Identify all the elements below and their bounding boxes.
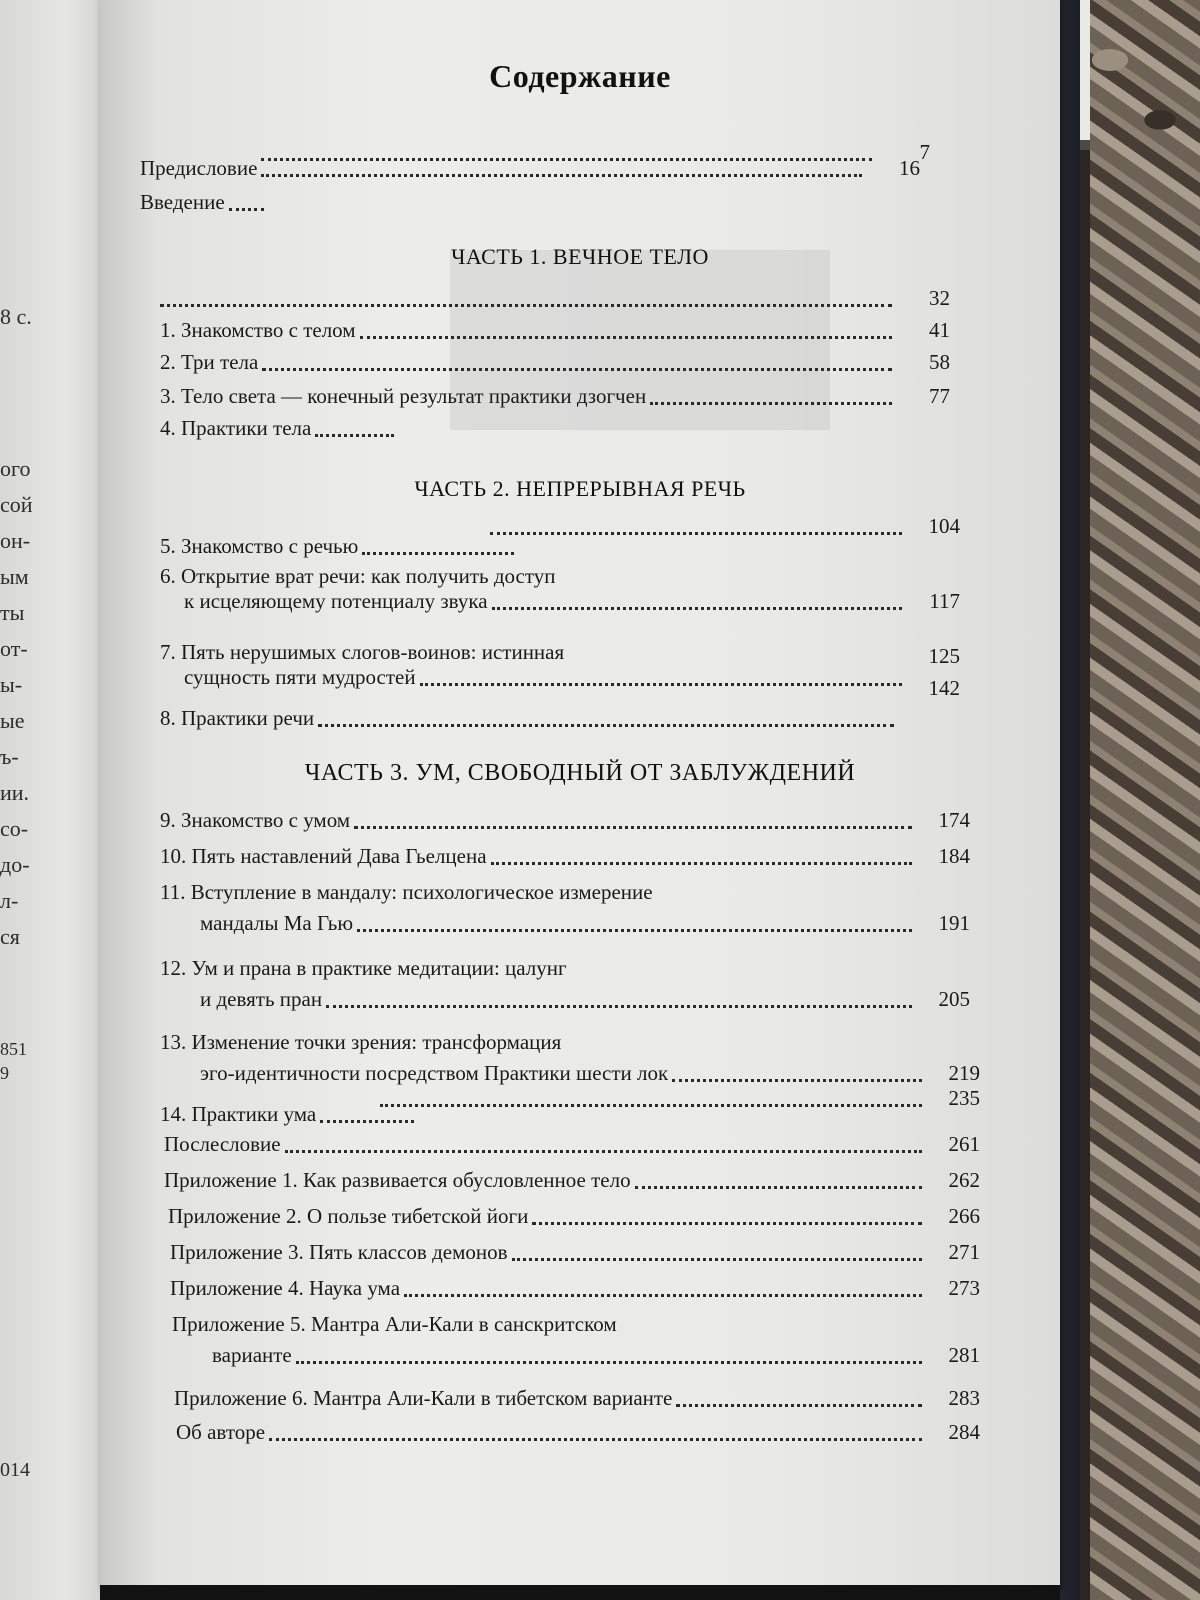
toc-entry	[168, 1204, 980, 1229]
toc-leader-dots	[318, 723, 894, 727]
left-page-fragment: 9	[0, 1063, 9, 1083]
part-heading: ЧАСТЬ 2. НЕПРЕРЫВНАЯ РЕЧЬ	[414, 476, 746, 501]
toc-entry	[160, 880, 970, 936]
toc-leader-dots	[404, 1293, 922, 1297]
toc-entry-label: 8. Практики речи	[160, 706, 315, 730]
toc-entry-label: 5. Знакомство с речью	[160, 534, 359, 558]
toc-entry-label: 4. Практики тела	[160, 416, 312, 440]
toc-entry	[160, 318, 950, 343]
toc-leader-dots	[261, 173, 862, 177]
toc-page-number: 77	[929, 384, 950, 408]
toc-leader-dots	[420, 682, 902, 686]
toc-page-number: 117	[929, 589, 960, 614]
toc-page-number: 32	[929, 286, 950, 310]
toc-leader-dots	[490, 531, 902, 535]
toc-entry	[160, 706, 900, 731]
toc-leader-dots	[532, 1221, 922, 1225]
toc-entry-label-continued: и девять пран	[200, 987, 323, 1012]
left-page-fragment: л-	[0, 888, 19, 913]
toc-page-number: 219	[948, 1061, 980, 1086]
toc-leader-dots	[354, 825, 912, 829]
contents-page	[100, 0, 1060, 1590]
toc-page-number: 262	[948, 1168, 980, 1192]
toc-leader-dots	[672, 1078, 922, 1082]
toc-entry-label: 2. Три тела	[160, 350, 259, 374]
toc-entry-label: 13. Изменение точки зрения: трансформация	[160, 1030, 562, 1054]
toc-leader-dots	[262, 367, 892, 371]
toc-page-number: 191	[938, 911, 970, 936]
left-page-fragment: ты	[0, 600, 25, 625]
toc-page-number: 205	[938, 987, 970, 1012]
toc-entry-label: Об авторе	[176, 1420, 266, 1444]
toc-entry	[140, 190, 270, 215]
toc-leader-dots	[380, 1103, 922, 1107]
toc-leader-dots	[491, 861, 912, 865]
toc-entry-label: Приложение 2. О пользе тибетской йоги	[168, 1204, 529, 1228]
left-page-fragment: он-	[0, 528, 31, 553]
toc-entry-label: 14. Практики ума	[160, 1102, 317, 1126]
toc-entry	[160, 1102, 420, 1127]
toc-page-number: 7	[919, 140, 930, 164]
toc-entry	[140, 156, 920, 181]
toc-leader-dots	[326, 1004, 912, 1008]
toc-entry-label: 3. Тело света — конечный результат практики дзогчен	[160, 384, 647, 408]
toc-page-number: 125	[928, 644, 960, 668]
toc-leader-dots	[296, 1360, 922, 1364]
toc-entry-label-continued: варианте	[212, 1343, 292, 1368]
toc-leader-dots	[320, 1119, 414, 1123]
left-page-fragment: ии.	[0, 780, 30, 805]
toc-leader-dots	[360, 335, 892, 339]
toc-entry-label: Предисловие	[140, 156, 258, 180]
toc-entry-label: Введение	[140, 190, 225, 214]
toc-entry-label: 1. Знакомство с телом	[160, 318, 356, 342]
toc-page-number: 281	[948, 1343, 980, 1368]
part-heading: ЧАСТЬ 3. УМ, СВОБОДНЫЙ ОТ ЗАБЛУЖДЕНИЙ	[304, 760, 856, 786]
page-title: Содержание	[489, 58, 671, 94]
toc-page-number: 235	[948, 1086, 980, 1110]
toc-page-number: 174	[938, 808, 970, 832]
toc-entry	[160, 384, 950, 409]
toc-entry	[160, 350, 950, 375]
toc-leader-dots	[357, 928, 912, 932]
toc-entry	[170, 1276, 980, 1301]
toc-page-number: 273	[948, 1276, 980, 1300]
fabric-background	[1090, 0, 1200, 1600]
left-page-fragment: ы-	[0, 672, 23, 697]
toc-entry	[160, 286, 950, 311]
toc-entry-label: Приложение 1. Как развивается обусловленное тело	[164, 1168, 631, 1192]
toc-page-number: 142	[928, 676, 960, 700]
toc-entry-label: Послесловие	[164, 1132, 281, 1156]
toc-leader-dots	[676, 1403, 922, 1407]
toc-entry	[160, 564, 960, 614]
toc-entry	[174, 1386, 980, 1411]
toc-leader-dots	[229, 207, 264, 211]
toc-page-number: 104	[928, 514, 960, 538]
toc-leader-dots	[269, 1437, 922, 1441]
toc-leader-dots	[650, 401, 892, 405]
toc-page-number: 271	[948, 1240, 980, 1264]
toc-entry-label: Приложение 6. Мантра Али-Кали в тибетском варианте	[174, 1386, 673, 1410]
toc-entry	[176, 1420, 980, 1445]
toc-entry-label: Приложение 3. Пять классов демонов	[170, 1240, 508, 1264]
toc-entry-label: 6. Открытие врат речи: как получить доступ	[160, 564, 556, 588]
toc-leader-dots	[362, 551, 514, 555]
toc-entry-label-continued: мандалы Ма Гью	[200, 911, 354, 936]
toc-entry-label: 9. Знакомство с умом	[160, 808, 351, 832]
toc-entry-label-continued: эго-идентичности посредством Практики шести лок	[200, 1061, 669, 1086]
toc-entry-label: 11. Вступление в мандалу: психологическое измерение	[160, 880, 653, 904]
toc-entry-label: Приложение 4. Наука ума	[170, 1276, 401, 1300]
toc-entry	[160, 1030, 980, 1086]
left-page-fragment: 8 с.	[0, 304, 32, 329]
toc-entry-label-continued: сущность пяти мудростей	[184, 665, 416, 690]
toc-leader-dots	[512, 1257, 922, 1261]
left-page-fragment: ым	[0, 564, 29, 589]
toc-page-number: 184	[938, 844, 970, 868]
toc-entry-label: 10. Пять наставлений Дава Гьелцена	[160, 844, 487, 868]
page-bottom-shadow	[100, 1585, 1060, 1600]
left-page-fragment: ые	[0, 708, 25, 733]
left-page-fragment: со-	[0, 816, 29, 841]
toc-entry	[160, 534, 520, 559]
toc-leader-dots	[635, 1185, 922, 1189]
toc-leader-dots	[160, 303, 892, 307]
left-page-fragment: 014	[0, 1459, 30, 1481]
toc-entry-label: 7. Пять нерушимых слогов-воинов: истинная	[160, 640, 565, 664]
toc-entry	[164, 1132, 980, 1157]
toc-entry	[160, 956, 970, 1012]
left-page-fragment: сой	[0, 492, 33, 517]
left-page-fragment: от-	[0, 636, 28, 661]
left-page-fragment: ого	[0, 456, 31, 481]
toc-page-number: 58	[929, 350, 950, 374]
toc-entry	[160, 640, 960, 690]
toc-page-number: 41	[929, 318, 950, 342]
left-page-fragment: 851	[0, 1039, 27, 1059]
toc-leader-dots	[315, 433, 394, 437]
toc-entry	[170, 1240, 980, 1265]
left-page-fragment: ъ-	[0, 744, 19, 769]
toc-entry-label: Приложение 5. Мантра Али-Кали в санскритском	[172, 1312, 617, 1336]
toc-entry	[164, 1168, 980, 1193]
left-page-fragment: до-	[0, 852, 30, 877]
toc-entry	[172, 1312, 980, 1368]
toc-page-number: 284	[948, 1420, 980, 1444]
toc-entry	[160, 808, 970, 833]
toc-entry-label-continued: к исцеляющему потенциалу звука	[184, 589, 488, 614]
toc-leader-dots	[285, 1149, 922, 1153]
left-page-fragment: ся	[0, 924, 20, 949]
toc-entry	[160, 416, 400, 441]
toc-entry-label: 12. Ум и прана в практике медитации: цалунг	[160, 956, 567, 980]
toc-page-number: 261	[948, 1132, 980, 1156]
toc-leader-dots	[492, 606, 902, 610]
toc-entry	[160, 844, 970, 869]
left-facing-page	[0, 0, 110, 1600]
toc-page-number: 16	[899, 156, 920, 180]
toc-page-number: 266	[948, 1204, 980, 1228]
part-heading: ЧАСТЬ 1. ВЕЧНОЕ ТЕЛО	[451, 244, 709, 269]
toc-page-number: 283	[948, 1386, 980, 1410]
